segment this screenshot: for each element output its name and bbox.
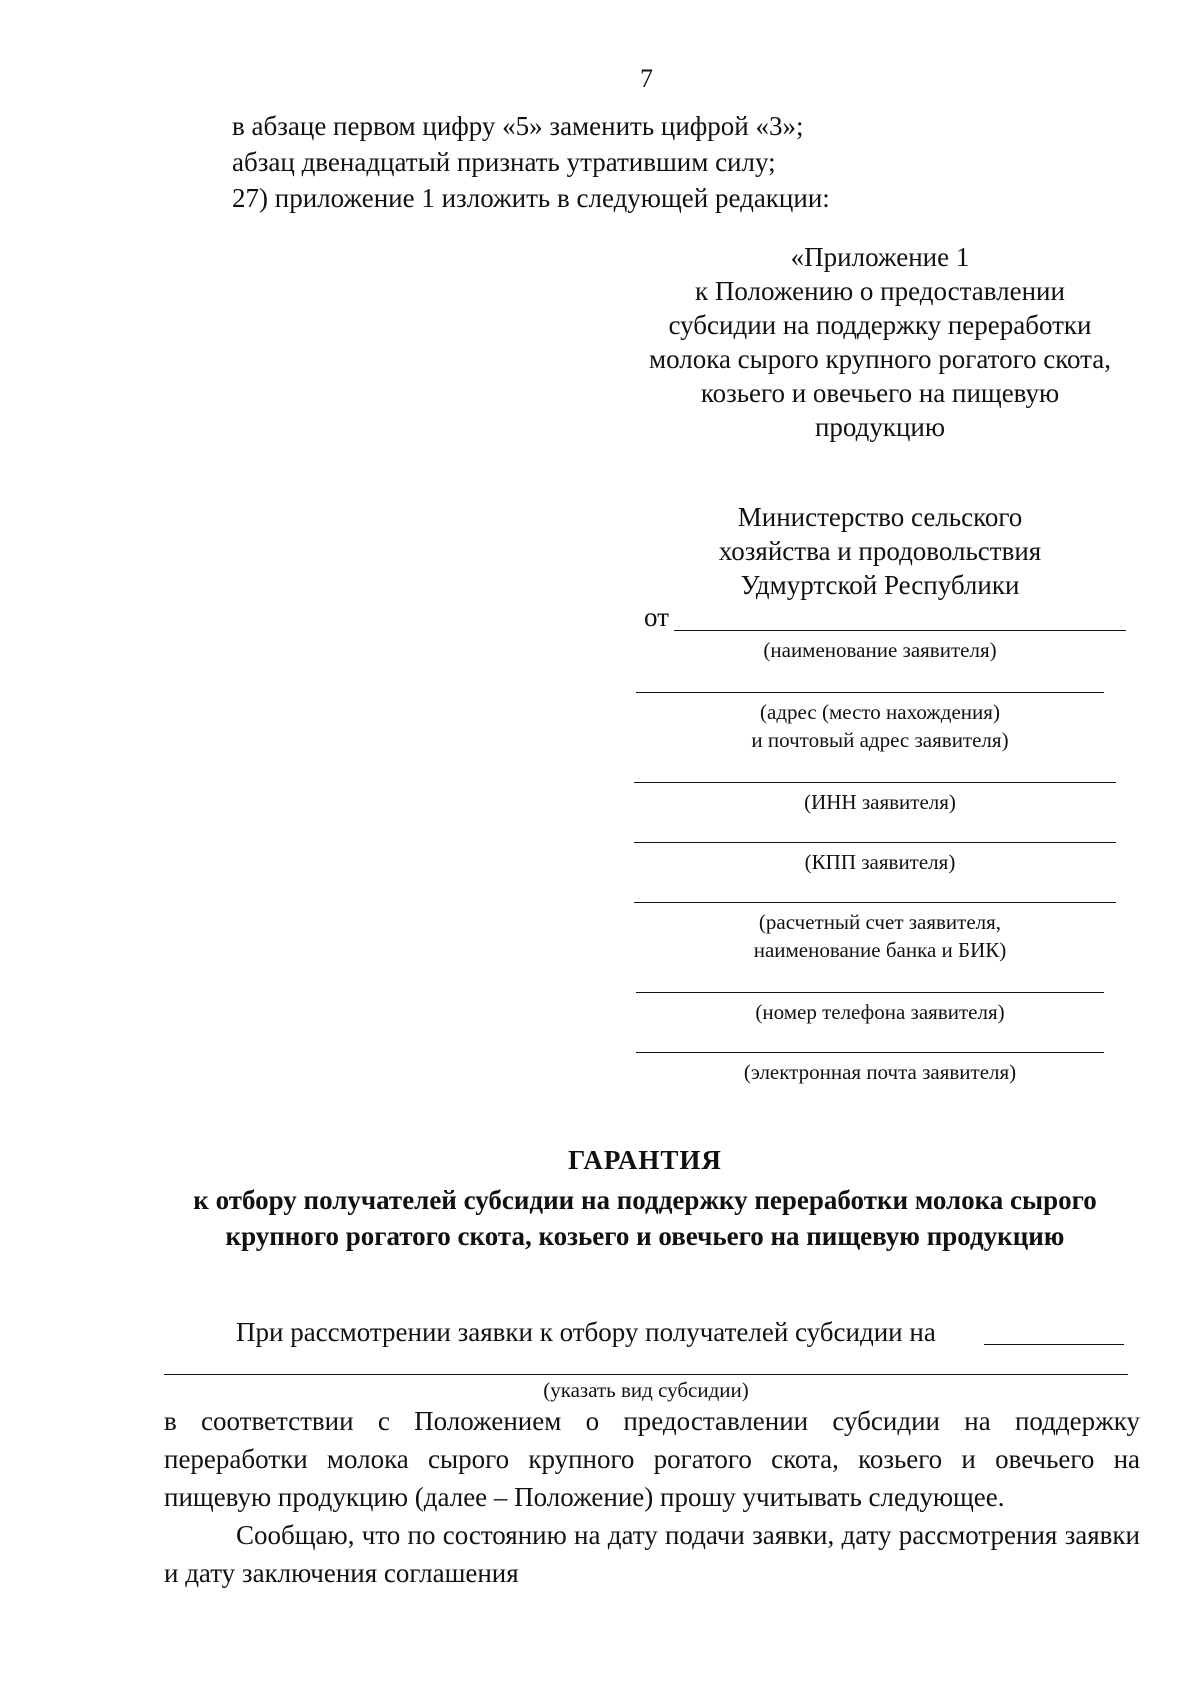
account-caption-line: (расчетный счет заявителя,: [758, 910, 1002, 934]
subtitle-line: к отбору получателей субсидии на поддержку переработки молока сырого: [193, 1185, 1097, 1215]
email-field-line[interactable]: [636, 1052, 1104, 1053]
request-line: При рассмотрении заявки к отбору получателей субсидии на: [236, 1317, 936, 1347]
account-caption: [640, 908, 1120, 964]
kpp-caption: (КПП заявителя): [804, 850, 956, 874]
intro-line: 27) приложение 1 изложить в следующей редакции:: [232, 183, 830, 213]
phone-caption: (номер телефона заявителя): [755, 1000, 1005, 1024]
subsidy-type-field-line[interactable]: [164, 1374, 1128, 1375]
addressee-line: Министерство сельского: [737, 502, 1023, 532]
appendix-line: продукцию: [814, 412, 946, 442]
applicant-name-field-line[interactable]: [674, 630, 1126, 631]
addressee-line: хозяйства и продовольствия: [718, 536, 1042, 566]
kpp-field-line[interactable]: [634, 842, 1116, 843]
intro-line: в абзаце первом цифру «5» заменить цифрой «3»;: [232, 111, 804, 141]
appendix-line: козьего и овечьего на пищевую: [700, 378, 1060, 408]
account-field-line[interactable]: [634, 902, 1116, 903]
address-caption-line: (адрес (место нахождения): [760, 700, 1000, 724]
appendix-header: [620, 240, 1140, 444]
body-text: [164, 1402, 1140, 1592]
account-caption-line: наименование банка и БИК): [753, 938, 1007, 962]
document-subtitle: [150, 1182, 1140, 1254]
applicant-name-caption: (наименование заявителя): [763, 638, 997, 662]
addressee-block: [640, 500, 1120, 602]
amendment-intro: [232, 108, 830, 216]
phone-field-line[interactable]: [636, 992, 1104, 993]
document-title: ГАРАНТИЯ: [568, 1145, 722, 1175]
subsidy-type-caption: (указать вид субсидии): [543, 1378, 749, 1402]
appendix-line: «Приложение 1: [790, 242, 970, 272]
appendix-line: к Положению о предоставлении: [695, 276, 1065, 306]
subtitle-line: крупного рогатого скота, козьего и овечьего на пищевую продукцию: [225, 1221, 1065, 1251]
addressee-line: Удмуртской Республики: [740, 570, 1020, 600]
address-caption: [640, 698, 1120, 754]
body-paragraph: Сообщаю, что по состоянию на дату подачи заявки, дату рассмотрения заявки и дату заключения соглашения: [164, 1520, 1140, 1588]
inn-field-line[interactable]: [634, 782, 1116, 783]
inn-caption: (ИНН заявителя): [804, 790, 956, 814]
address-caption-line: и почтовый адрес заявителя): [751, 728, 1009, 752]
email-caption: (электронная почта заявителя): [743, 1060, 1017, 1084]
subsidy-type-field-line-short[interactable]: [984, 1344, 1124, 1345]
intro-line: абзац двенадцатый признать утратившим силу;: [232, 147, 776, 177]
appendix-line: субсидии на поддержку переработки: [668, 310, 1092, 340]
appendix-line: молока сырого крупного рогатого скота,: [649, 344, 1111, 374]
address-field-line[interactable]: [636, 692, 1104, 693]
body-paragraph: в соответствии с Положением о предоставлении субсидии на поддержку переработки молока сырого крупного рогатого скота, козьего и овечьего на пищевую продукцию (далее – Положение) прошу учитывать следующее.: [164, 1406, 1140, 1512]
page-number: 7: [640, 64, 653, 93]
from-label: от: [644, 602, 669, 632]
